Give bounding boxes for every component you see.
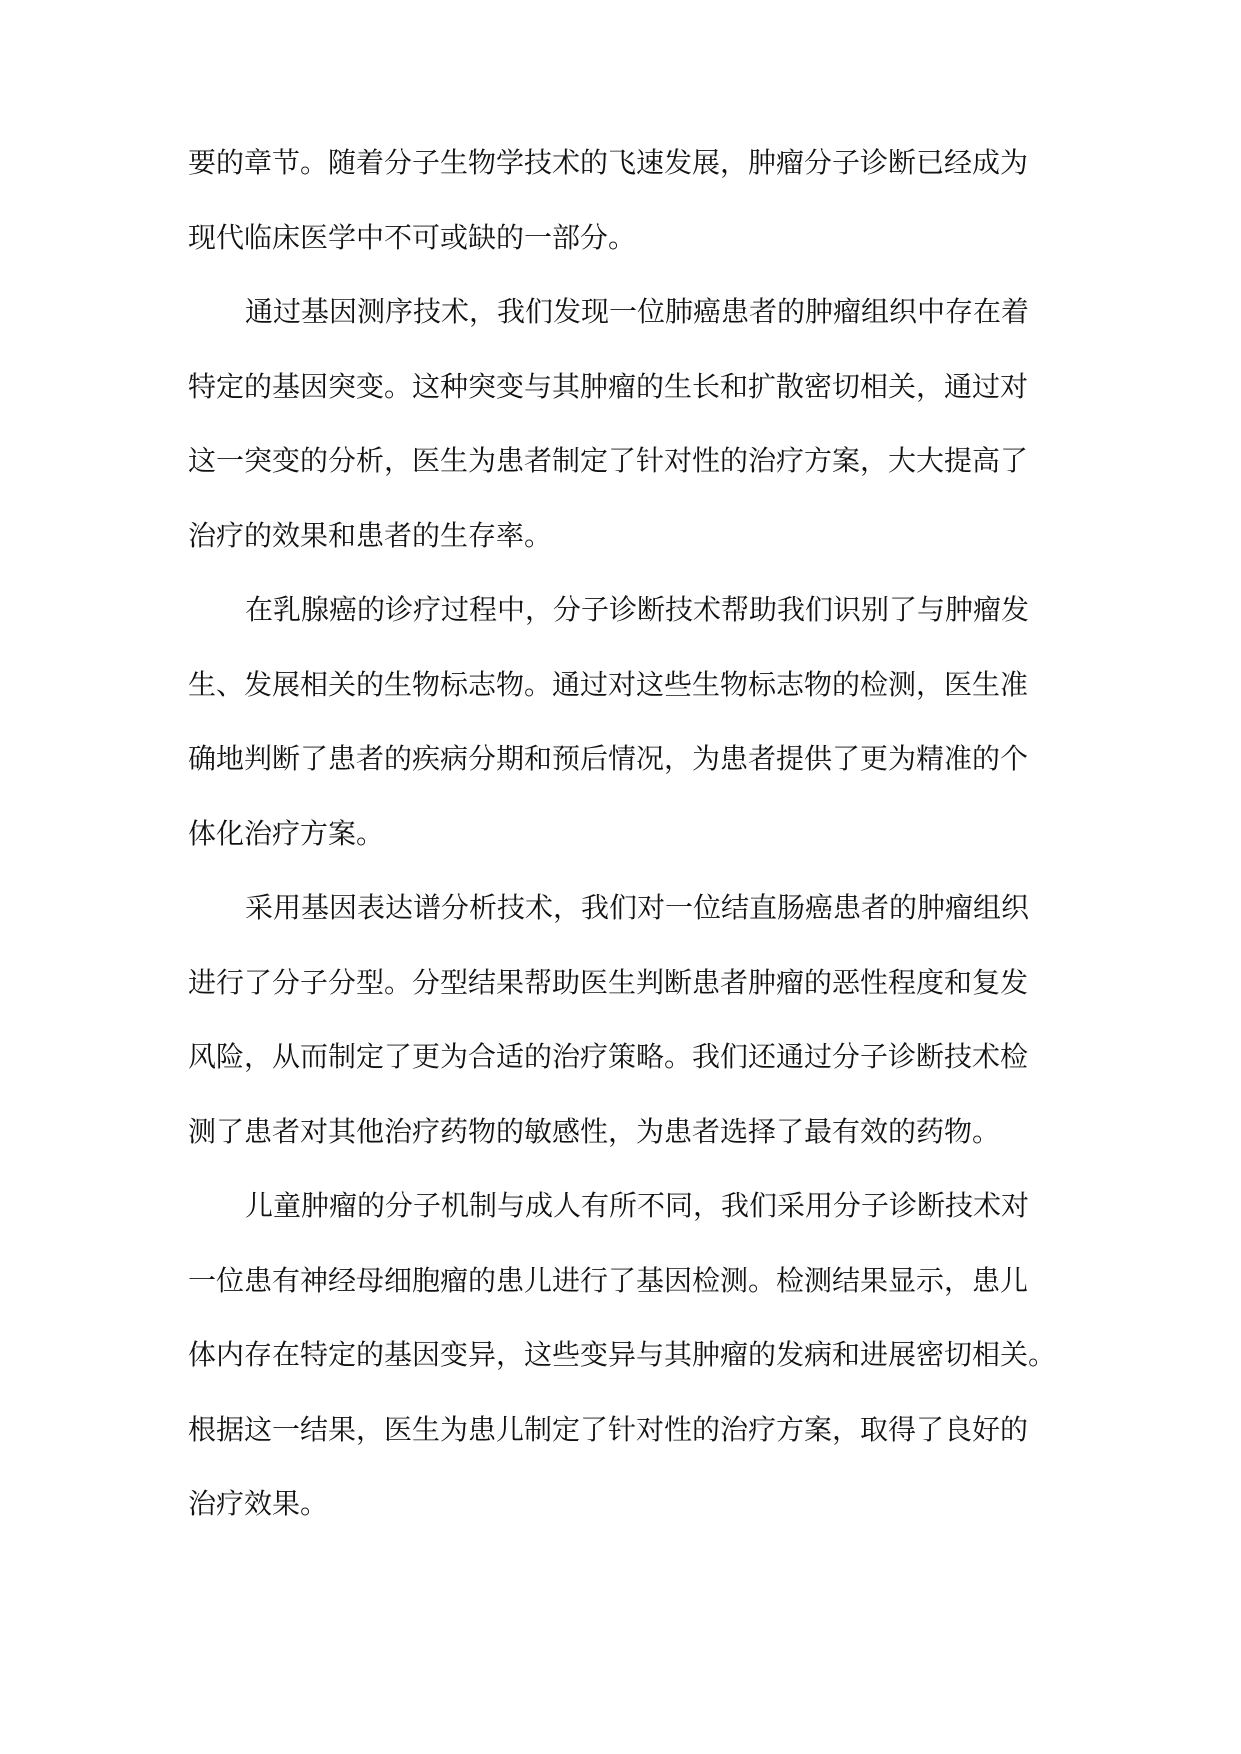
text-line: 体化治疗方案。 [188, 816, 385, 850]
paragraph-1 [188, 148, 1054, 297]
paragraph-5 [188, 1189, 1057, 1564]
text-line: 测了患者对其他治疗药物的敏感性，为患者选择了最有效的药物。 [188, 1114, 1001, 1148]
text-line: 一位患有神经母细胞瘤的患儿进行了基因检测。检测结果显示，患儿 [188, 1263, 1029, 1297]
text-line: 进行了分子分型。分型结果帮助医生判断患者肿瘤的恶性程度和复发 [188, 965, 1029, 999]
text-line: 治疗效果。 [188, 1487, 329, 1520]
text-line: 采用基因表达谱分析技术，我们对一位结直肠癌患者的肿瘤组织 [245, 891, 1030, 924]
paragraph-2 [188, 297, 1054, 595]
text-line: 生、发展相关的生物标志物。通过对这些生物标志物的检测，医生准 [188, 667, 1029, 701]
text-line: 通过基因测序技术，我们发现一位肺癌患者的肿瘤组织中存在着 [245, 295, 1030, 328]
text-line: 这一突变的分析，医生为患者制定了针对性的治疗方案，大大提高了 [188, 444, 1029, 477]
text-line: 体内存在特定的基因变异，这些变异与其肿瘤的发病和进展密切相关。 [188, 1338, 1057, 1371]
text-line: 在乳腺癌的诊疗过程中，分子诊断技术帮助我们识别了与肿瘤发 [245, 593, 1030, 626]
text-line: 要的章节。随着分子生物学技术的飞速发展，肿瘤分子诊断已经成为 [188, 146, 1029, 179]
text-line: 确地判断了患者的疾病分期和预后情况，为患者提供了更为精准的个 [188, 742, 1029, 775]
text-line: 特定的基因突变。这种突变与其肿瘤的生长和扩散密切相关，通过对 [188, 369, 1029, 403]
paragraph-4 [188, 893, 1054, 1191]
document-body [188, 146, 1057, 1564]
text-line: 现代临床医学中不可或缺的一部分。 [188, 220, 637, 254]
paragraph-3 [188, 595, 1054, 893]
text-line: 风险，从而制定了更为合适的治疗策略。我们还通过分子诊断技术检 [188, 1040, 1029, 1073]
text-line: 治疗的效果和患者的生存率。 [188, 518, 553, 552]
text-line: 儿童肿瘤的分子机制与成人有所不同，我们采用分子诊断技术对 [245, 1189, 1030, 1222]
text-line: 根据这一结果，医生为患儿制定了针对性的治疗方案，取得了良好的 [188, 1412, 1029, 1446]
